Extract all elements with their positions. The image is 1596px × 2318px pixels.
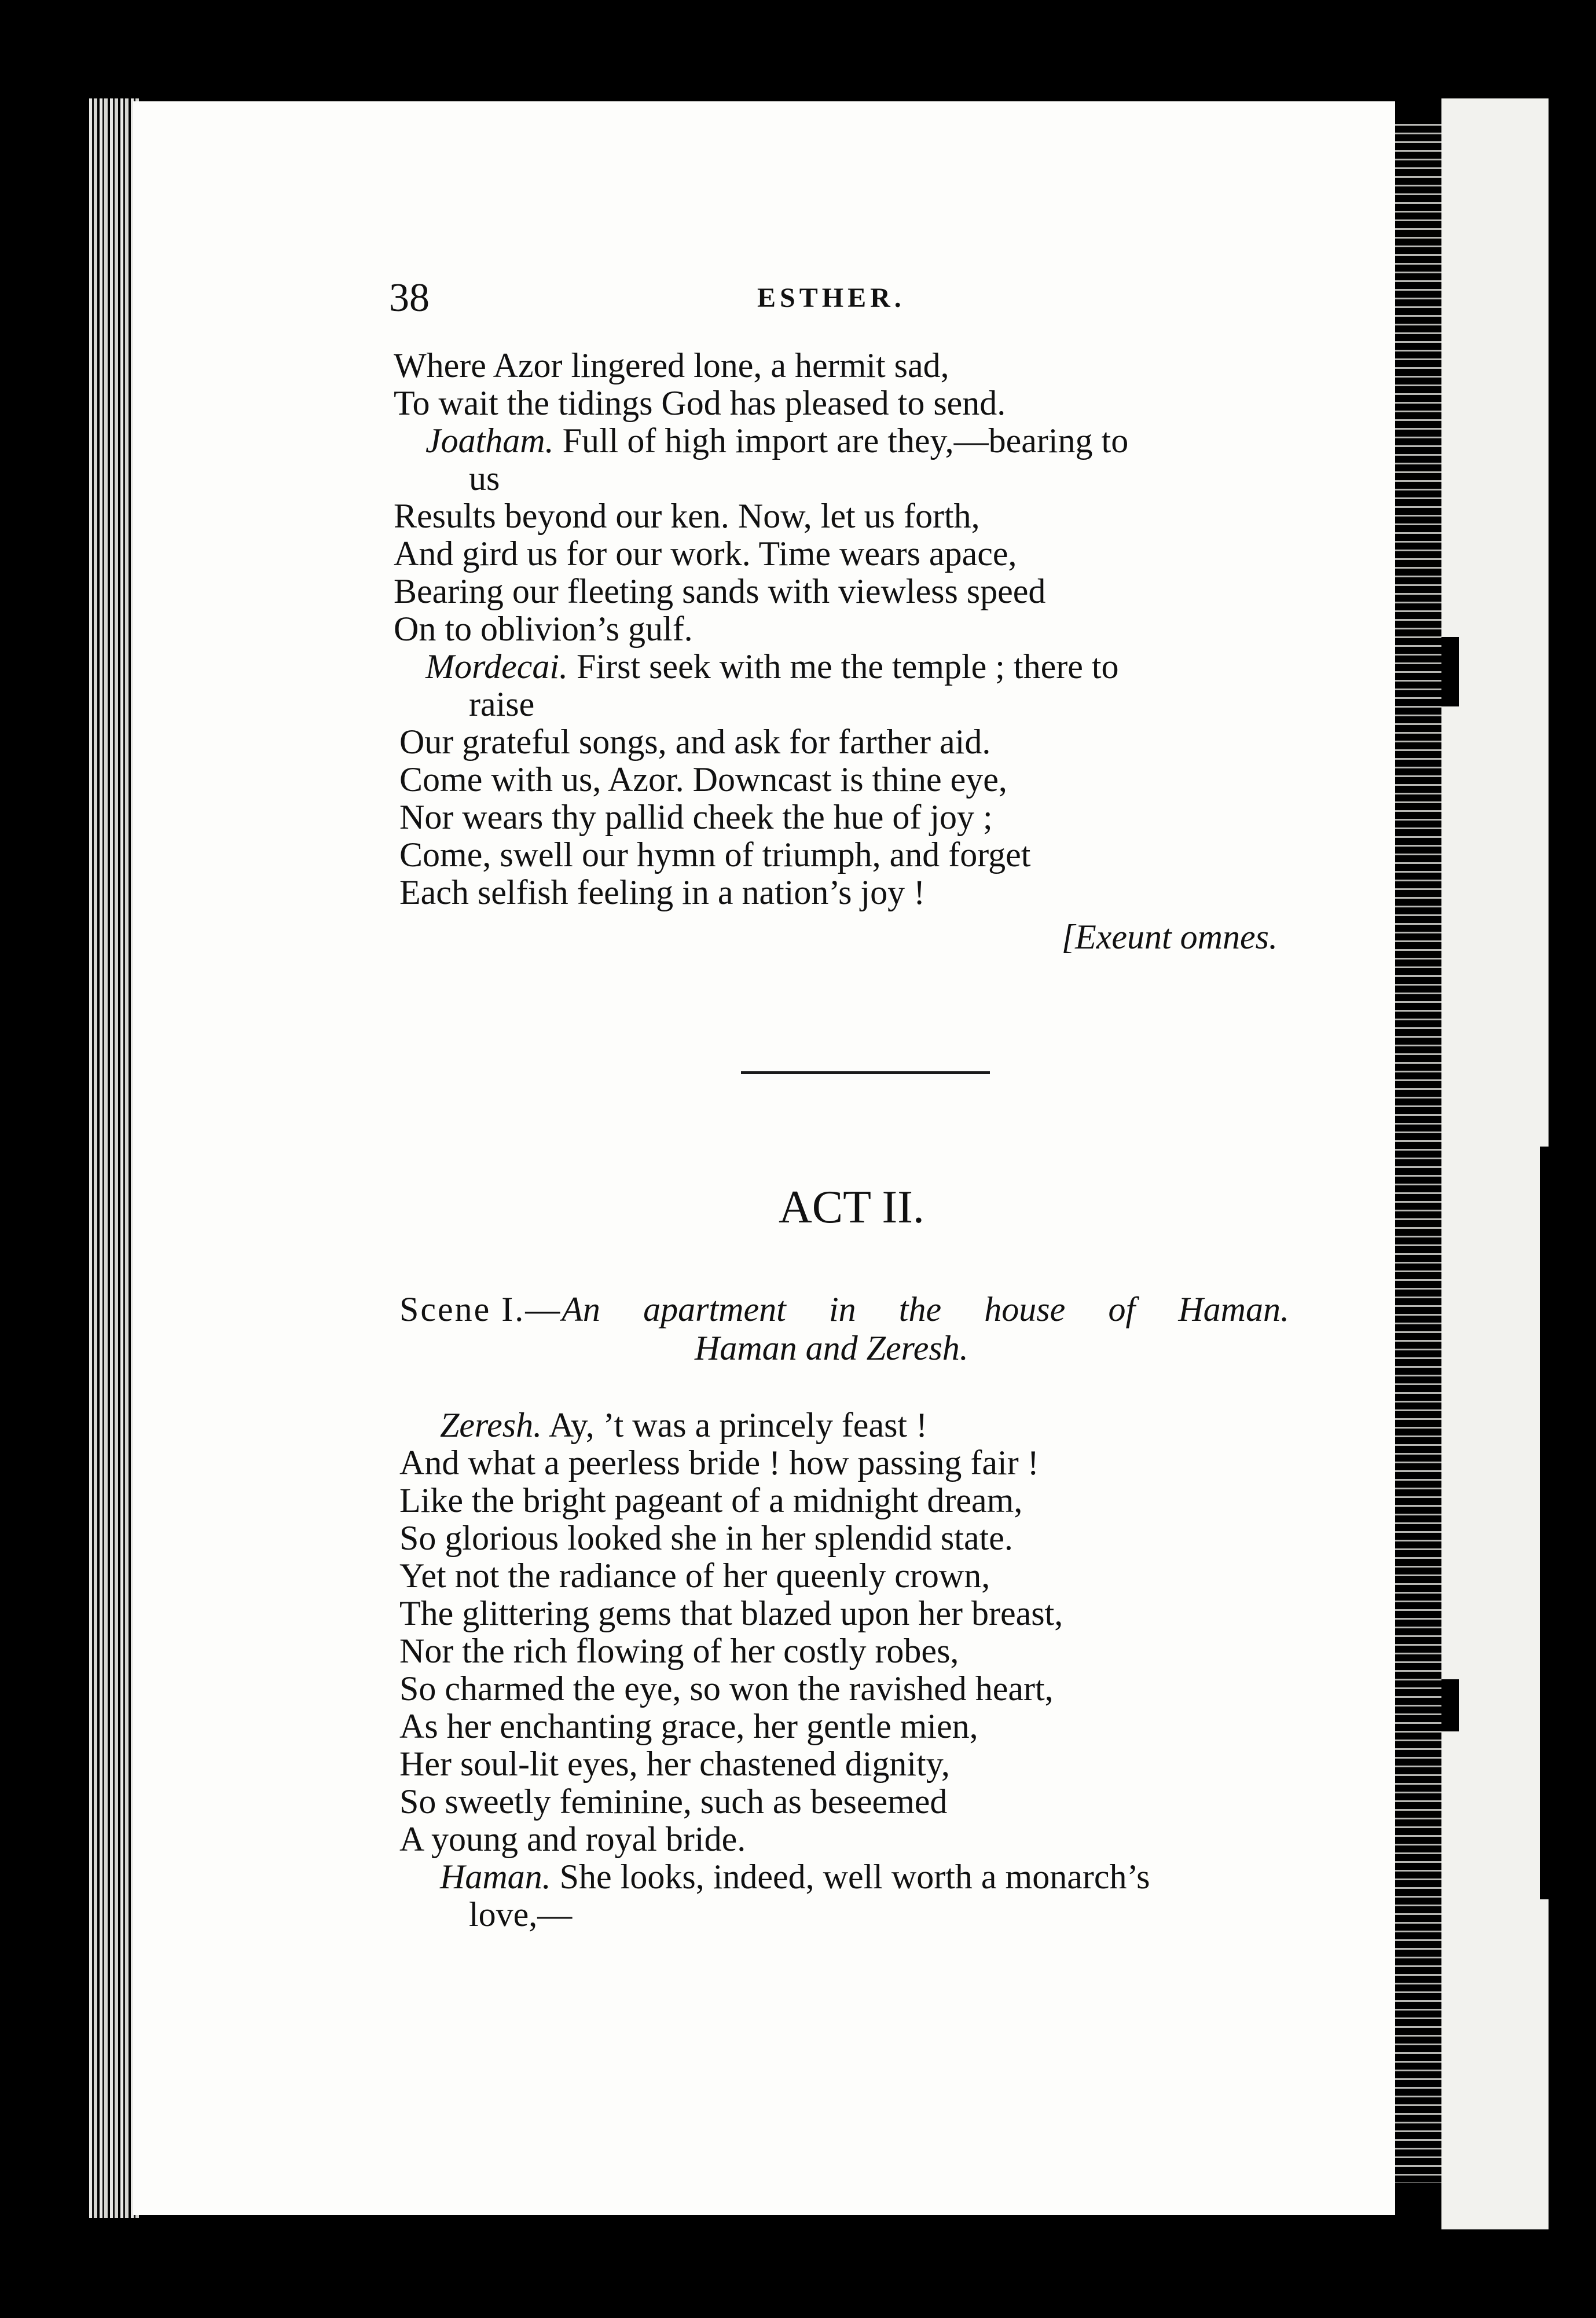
verse-line: So sweetly feminine, such as beseemed xyxy=(399,1782,948,1821)
speech-haman xyxy=(440,1856,1150,1898)
scene-word: of xyxy=(1108,1290,1136,1328)
speech-joatham xyxy=(425,420,1128,462)
verse-line: Nor wears thy pallid cheek the hue of joy ; xyxy=(399,798,993,836)
verse-line: So charmed the eye, so won the ravished heart, xyxy=(399,1669,1054,1708)
verse-line: A young and royal bride. xyxy=(399,1820,746,1858)
verse-continuation: us xyxy=(469,459,500,497)
verse-continuation: love,— xyxy=(469,1895,573,1934)
verse-continuation: raise xyxy=(469,685,535,723)
speech-text: She looks, indeed, well worth a monarch’s xyxy=(559,1858,1150,1896)
verse-line: And what a peerless bride ! how passing fair ! xyxy=(399,1444,1039,1482)
speech-mordecai xyxy=(425,646,1119,687)
scene-word: apartment xyxy=(643,1290,786,1328)
verse-line: Nor the rich flowing of her costly robes, xyxy=(399,1632,959,1670)
verse-line: Our grateful songs, and ask for farther aid. xyxy=(399,723,991,761)
speaker-name: Mordecai. xyxy=(425,647,568,686)
verse-line: Bearing our fleeting sands with viewless speed xyxy=(394,572,1046,610)
stage-direction: [Exeunt omnes. xyxy=(1061,918,1278,956)
scene-heading xyxy=(399,1288,1289,1330)
scene-word: in xyxy=(828,1290,856,1328)
verse-line: And gird us for our work. Time wears apace, xyxy=(394,534,1017,573)
speech-text: Full of high import are they,—bearing to xyxy=(562,422,1129,460)
verse-line: Yet not the radiance of her queenly crown, xyxy=(399,1557,990,1595)
running-title: ESTHER. xyxy=(757,283,905,313)
section-rule xyxy=(741,1071,990,1074)
book-gutter-edge xyxy=(87,98,139,2218)
scene-word: Haman. xyxy=(1178,1290,1289,1328)
verse-line: The glittering gems that blazed upon her breast, xyxy=(399,1594,1063,1632)
verse-line: Results beyond our ken. Now, let us forth, xyxy=(394,497,980,535)
scene-word: house xyxy=(984,1290,1066,1328)
verse-line: Her soul-lit eyes, her chastened dignity, xyxy=(399,1745,950,1783)
verse-line: Come with us, Azor. Downcast is thine eye, xyxy=(399,760,1007,799)
facing-page-mark xyxy=(1441,1679,1459,1731)
verse-line: Come, swell our hymn of triumph, and forget xyxy=(399,836,1031,874)
speech-text: First seek with me the temple ; there to xyxy=(577,647,1119,686)
facing-page-mark xyxy=(1441,637,1459,706)
page-edge-shadow xyxy=(1395,122,1441,2183)
verse-line: So glorious looked she in her splendid state. xyxy=(399,1519,1013,1557)
speech-zeresh xyxy=(440,1404,927,1446)
scene-label-and-first-word xyxy=(399,1288,600,1330)
page-number: 38 xyxy=(389,276,430,320)
facing-page-dark-band xyxy=(1540,1147,1556,1899)
speaker-name: Haman. xyxy=(440,1858,551,1896)
speech-text: Ay, ’t was a princely feast ! xyxy=(548,1406,928,1444)
facing-page-edge xyxy=(1441,98,1549,2229)
scene-word: the xyxy=(898,1290,942,1328)
verse-line: To wait the tidings God has pleased to send. xyxy=(394,384,1006,422)
scene-characters: Haman and Zeresh. xyxy=(695,1329,968,1367)
speaker-name: Zeresh. xyxy=(440,1406,542,1444)
verse-line: As her enchanting grace, her gentle mien, xyxy=(399,1707,978,1745)
verse-line: Each selfish feeling in a nation’s joy ! xyxy=(399,873,926,911)
scene-label: Scene I.— xyxy=(399,1290,562,1328)
speaker-name: Joatham. xyxy=(425,422,554,460)
verse-line: On to oblivion’s gulf. xyxy=(394,610,693,648)
scene-word: An xyxy=(562,1290,600,1328)
act-heading: ACT II. xyxy=(779,1182,924,1233)
verse-line: Where Azor lingered lone, a hermit sad, xyxy=(394,346,949,384)
verse-line: Like the bright pageant of a midnight dream, xyxy=(399,1481,1023,1519)
